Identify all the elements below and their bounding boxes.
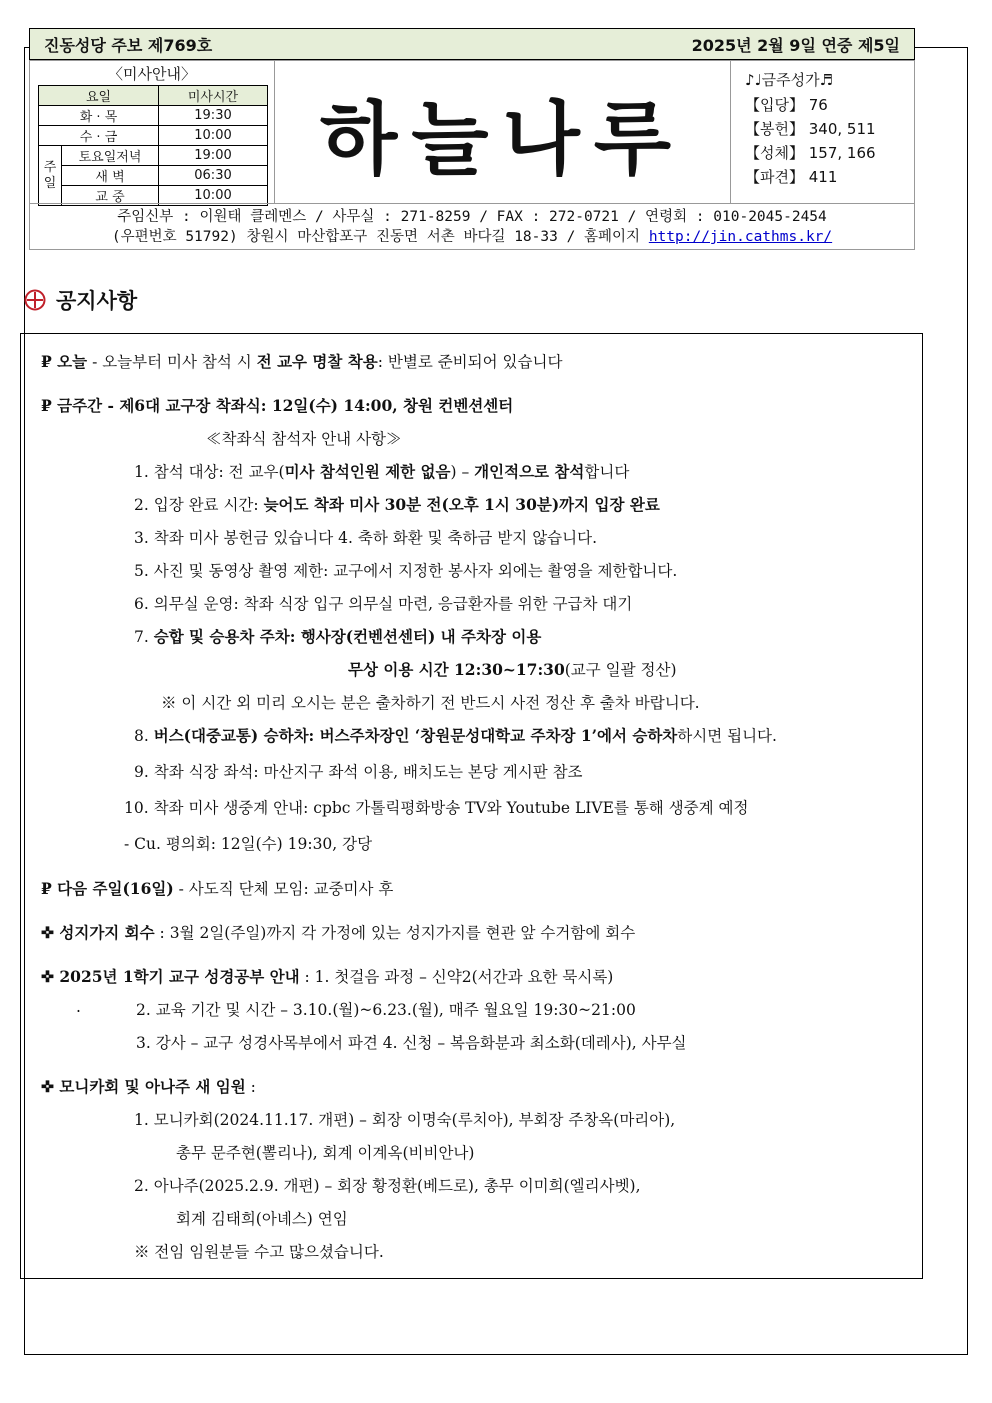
list-item bbox=[134, 625, 541, 647]
contact-info bbox=[30, 203, 914, 249]
text: - 사도직 단체 모임: 교중미사 후 bbox=[173, 880, 394, 898]
table-row bbox=[39, 126, 268, 146]
guide-title: ≪착좌식 참석자 안내 사항≫ bbox=[206, 430, 402, 448]
list-item bbox=[134, 493, 660, 515]
notice-title: 공지사항 bbox=[56, 289, 138, 313]
hymn-number: 340, 511 bbox=[808, 120, 876, 138]
list-item: 회계 김태희(아녜스) 연임 bbox=[176, 1210, 348, 1228]
text: : 반별로 준비되어 있습니다 bbox=[377, 353, 563, 371]
sunday-label: 주일 bbox=[39, 146, 62, 206]
contact-line: 주임신부 : 이원태 클레멘스 / 사무실 : 271-8259 / FAX : 272-0721 / 연령회 : 010-2045-2454 bbox=[117, 209, 827, 225]
mass-day: 화 · 목 bbox=[39, 106, 159, 126]
mass-day: 새 벽 bbox=[62, 166, 159, 186]
week-text: - 제6대 교구장 착좌식: 12일(수) 14:00, 창원 컨벤션센터 bbox=[102, 396, 514, 415]
text-bold: 전 교우 명찰 착용 bbox=[256, 352, 378, 371]
dot: . bbox=[76, 998, 81, 1016]
list-item: 6. 의무실 운영: 착좌 식장 입구 의무실 마련, 응급환자를 위한 구급차 대기 bbox=[134, 595, 633, 613]
text: 7. bbox=[134, 628, 154, 646]
hymn-number: 76 bbox=[808, 96, 828, 114]
hymn-label: 【봉헌】 bbox=[745, 120, 804, 138]
mass-time: 10:00 bbox=[159, 186, 268, 206]
list-item bbox=[134, 460, 629, 482]
col-day-header: 요일 bbox=[39, 86, 159, 106]
text: - 오늘부터 미사 참석 시 bbox=[87, 353, 257, 371]
mass-schedule bbox=[30, 61, 275, 203]
list-item: - Cu. 평의회: 12일(수) 19:30, 강당 bbox=[124, 835, 373, 853]
list-item: 2. 교육 기간 및 시간 – 3.10.(월)~6.23.(월), 매주 월요일 19:30~21:00 bbox=[136, 1001, 636, 1019]
mass-time: 10:00 bbox=[159, 126, 268, 146]
hymn-label: 【파견】 bbox=[745, 168, 804, 186]
list-item: 9. 착좌 식장 좌석: 마산지구 좌석 이용, 배치도는 본당 게시판 참조 bbox=[134, 763, 583, 781]
bible-label: ✜ 2025년 1학기 교구 성경공부 안내 bbox=[41, 967, 300, 986]
mass-day: 수 · 금 bbox=[39, 126, 159, 146]
mass-time: 19:30 bbox=[159, 106, 268, 126]
list-item bbox=[745, 142, 916, 164]
text: 8. bbox=[134, 727, 154, 745]
homepage-link[interactable]: http://jin.cathms.kr/ bbox=[648, 229, 833, 245]
col-time-header: 미사시간 bbox=[159, 86, 268, 106]
list-item: 3. 강사 – 교구 성경사목부에서 파견 4. 신청 – 복음화분과 최소화(데레사), 사무실 bbox=[136, 1034, 687, 1052]
hymn-title: ♪♩금주성가♬ bbox=[745, 71, 834, 89]
list-item bbox=[348, 658, 677, 680]
text: 합니다 bbox=[584, 463, 630, 481]
address-text: (우편번호 51792) 창원시 마산합포구 진동면 서촌 바다길 18-33 / 홈페이지 bbox=[111, 229, 641, 245]
text-bold: 늦어도 착좌 미사 30분 전(오후 1시 30분)까지 입장 완료 bbox=[263, 495, 660, 514]
text: : 3월 2일(주일)까지 각 가정에 있는 성지가지를 현관 앞 수거함에 회수 bbox=[154, 924, 636, 942]
list-item: 5. 사진 및 동영상 촬영 제한: 교구에서 지정한 봉사자 외에는 촬영을 제한합니다. bbox=[134, 562, 678, 580]
hymn-panel bbox=[730, 61, 916, 203]
address-line bbox=[30, 227, 914, 247]
text-bold: 미사 참석인원 제한 없음 bbox=[284, 462, 451, 481]
cross-circle-icon bbox=[24, 289, 46, 311]
mass-time: 19:00 bbox=[159, 146, 268, 166]
notice-box bbox=[20, 333, 923, 1279]
hymn-label: 【입당】 bbox=[745, 96, 804, 114]
bulletin-title: 하늘나루 bbox=[319, 92, 686, 186]
notice-heading bbox=[24, 285, 137, 315]
text: 하시면 됩니다. bbox=[677, 727, 777, 745]
mass-day: 토요일저녁 bbox=[62, 146, 159, 166]
list-item: 1. 모니카회(2024.11.17. 개편) – 회장 이명숙(루치아), 부회장 주창옥(마리아), bbox=[134, 1111, 676, 1129]
list-item: 2. 아나주(2025.2.9. 개편) – 회장 황정환(베드로), 총무 이미희(엘리사벳), bbox=[134, 1177, 641, 1195]
list-item: 3. 착좌 미사 봉헌금 있습니다 4. 축하 화환 및 축하금 받지 않습니다. bbox=[134, 529, 598, 547]
list-item: 총무 문주현(뽈리나), 회계 이계옥(비비안나) bbox=[176, 1144, 475, 1162]
week-notice bbox=[41, 394, 513, 416]
text: : 1. 첫걸음 과정 – 신약2(서간과 요한 묵시록) bbox=[299, 968, 614, 986]
note: ※ 이 시간 외 미리 오시는 분은 출차하기 전 반드시 사전 정산 후 출차 바랍니다. bbox=[161, 694, 700, 712]
masthead bbox=[29, 60, 915, 250]
text-bold: : 버스주차장인 ‘창원문성대학교 주차장 1’에서 승하차 bbox=[308, 726, 678, 745]
table-row bbox=[39, 166, 268, 186]
text-bold: 승합 및 승용차 주차 bbox=[153, 627, 290, 646]
text-bold: 무상 이용 시간 12:30~17:30 bbox=[348, 660, 565, 679]
table-row bbox=[39, 106, 268, 126]
list-item: 10. 착좌 미사 생중계 안내: cpbc 가톨릭평화방송 TV와 Youtube LIVE를 통해 생중계 예정 bbox=[124, 799, 749, 817]
list-item bbox=[745, 118, 916, 140]
note: ※ 전임 임원분들 수고 많으셨습니다. bbox=[134, 1243, 384, 1261]
text-bold: 개인적으로 참석 bbox=[474, 462, 585, 481]
table-header-row bbox=[39, 86, 268, 106]
hymn-number: 157, 166 bbox=[808, 144, 876, 162]
today-label: ₽ 오늘 bbox=[41, 352, 88, 371]
list-item bbox=[745, 94, 916, 116]
table-row bbox=[39, 146, 268, 166]
text-bold: : 행사장(컨벤션센터) 내 주차장 이용 bbox=[289, 627, 542, 646]
week-label: ₽ 금주간 bbox=[41, 396, 103, 415]
mass-schedule-table bbox=[38, 85, 268, 206]
text: (교구 일괄 정산) bbox=[564, 661, 677, 679]
bible-notice bbox=[41, 965, 613, 987]
text: 1. 참석 대상: 전 교우( bbox=[134, 463, 285, 481]
officers-notice bbox=[41, 1075, 256, 1097]
list-item bbox=[134, 724, 777, 746]
issue-date: 2025년 2월 9일 연중 제5일 bbox=[691, 35, 900, 55]
mass-time: 06:30 bbox=[159, 166, 268, 186]
next-sunday-notice bbox=[41, 877, 393, 899]
officers-label: ✜ 모니카회 및 아나주 새 임원 bbox=[41, 1077, 246, 1096]
text: 2. 입장 완료 시간: bbox=[134, 496, 264, 514]
palm-label: ✜ 성지가지 회수 bbox=[41, 923, 155, 942]
next-label: ₽ 다음 주일(16일) bbox=[41, 879, 174, 898]
text: ) – bbox=[450, 463, 475, 481]
mass-day: 교 중 bbox=[62, 186, 159, 206]
today-notice bbox=[41, 350, 562, 372]
bulletin-top-bar bbox=[29, 28, 915, 60]
text: : bbox=[245, 1078, 256, 1096]
text-bold: 버스(대중교통) 승하차 bbox=[153, 726, 309, 745]
hymn-number: 411 bbox=[808, 168, 838, 186]
hymn-label: 【성체】 bbox=[745, 144, 804, 162]
issue-number: 진동성당 주보 제769호 bbox=[44, 35, 213, 55]
list-item bbox=[745, 166, 916, 188]
palm-notice bbox=[41, 921, 635, 943]
mass-schedule-title: 〈미사안내〉 bbox=[108, 65, 196, 83]
